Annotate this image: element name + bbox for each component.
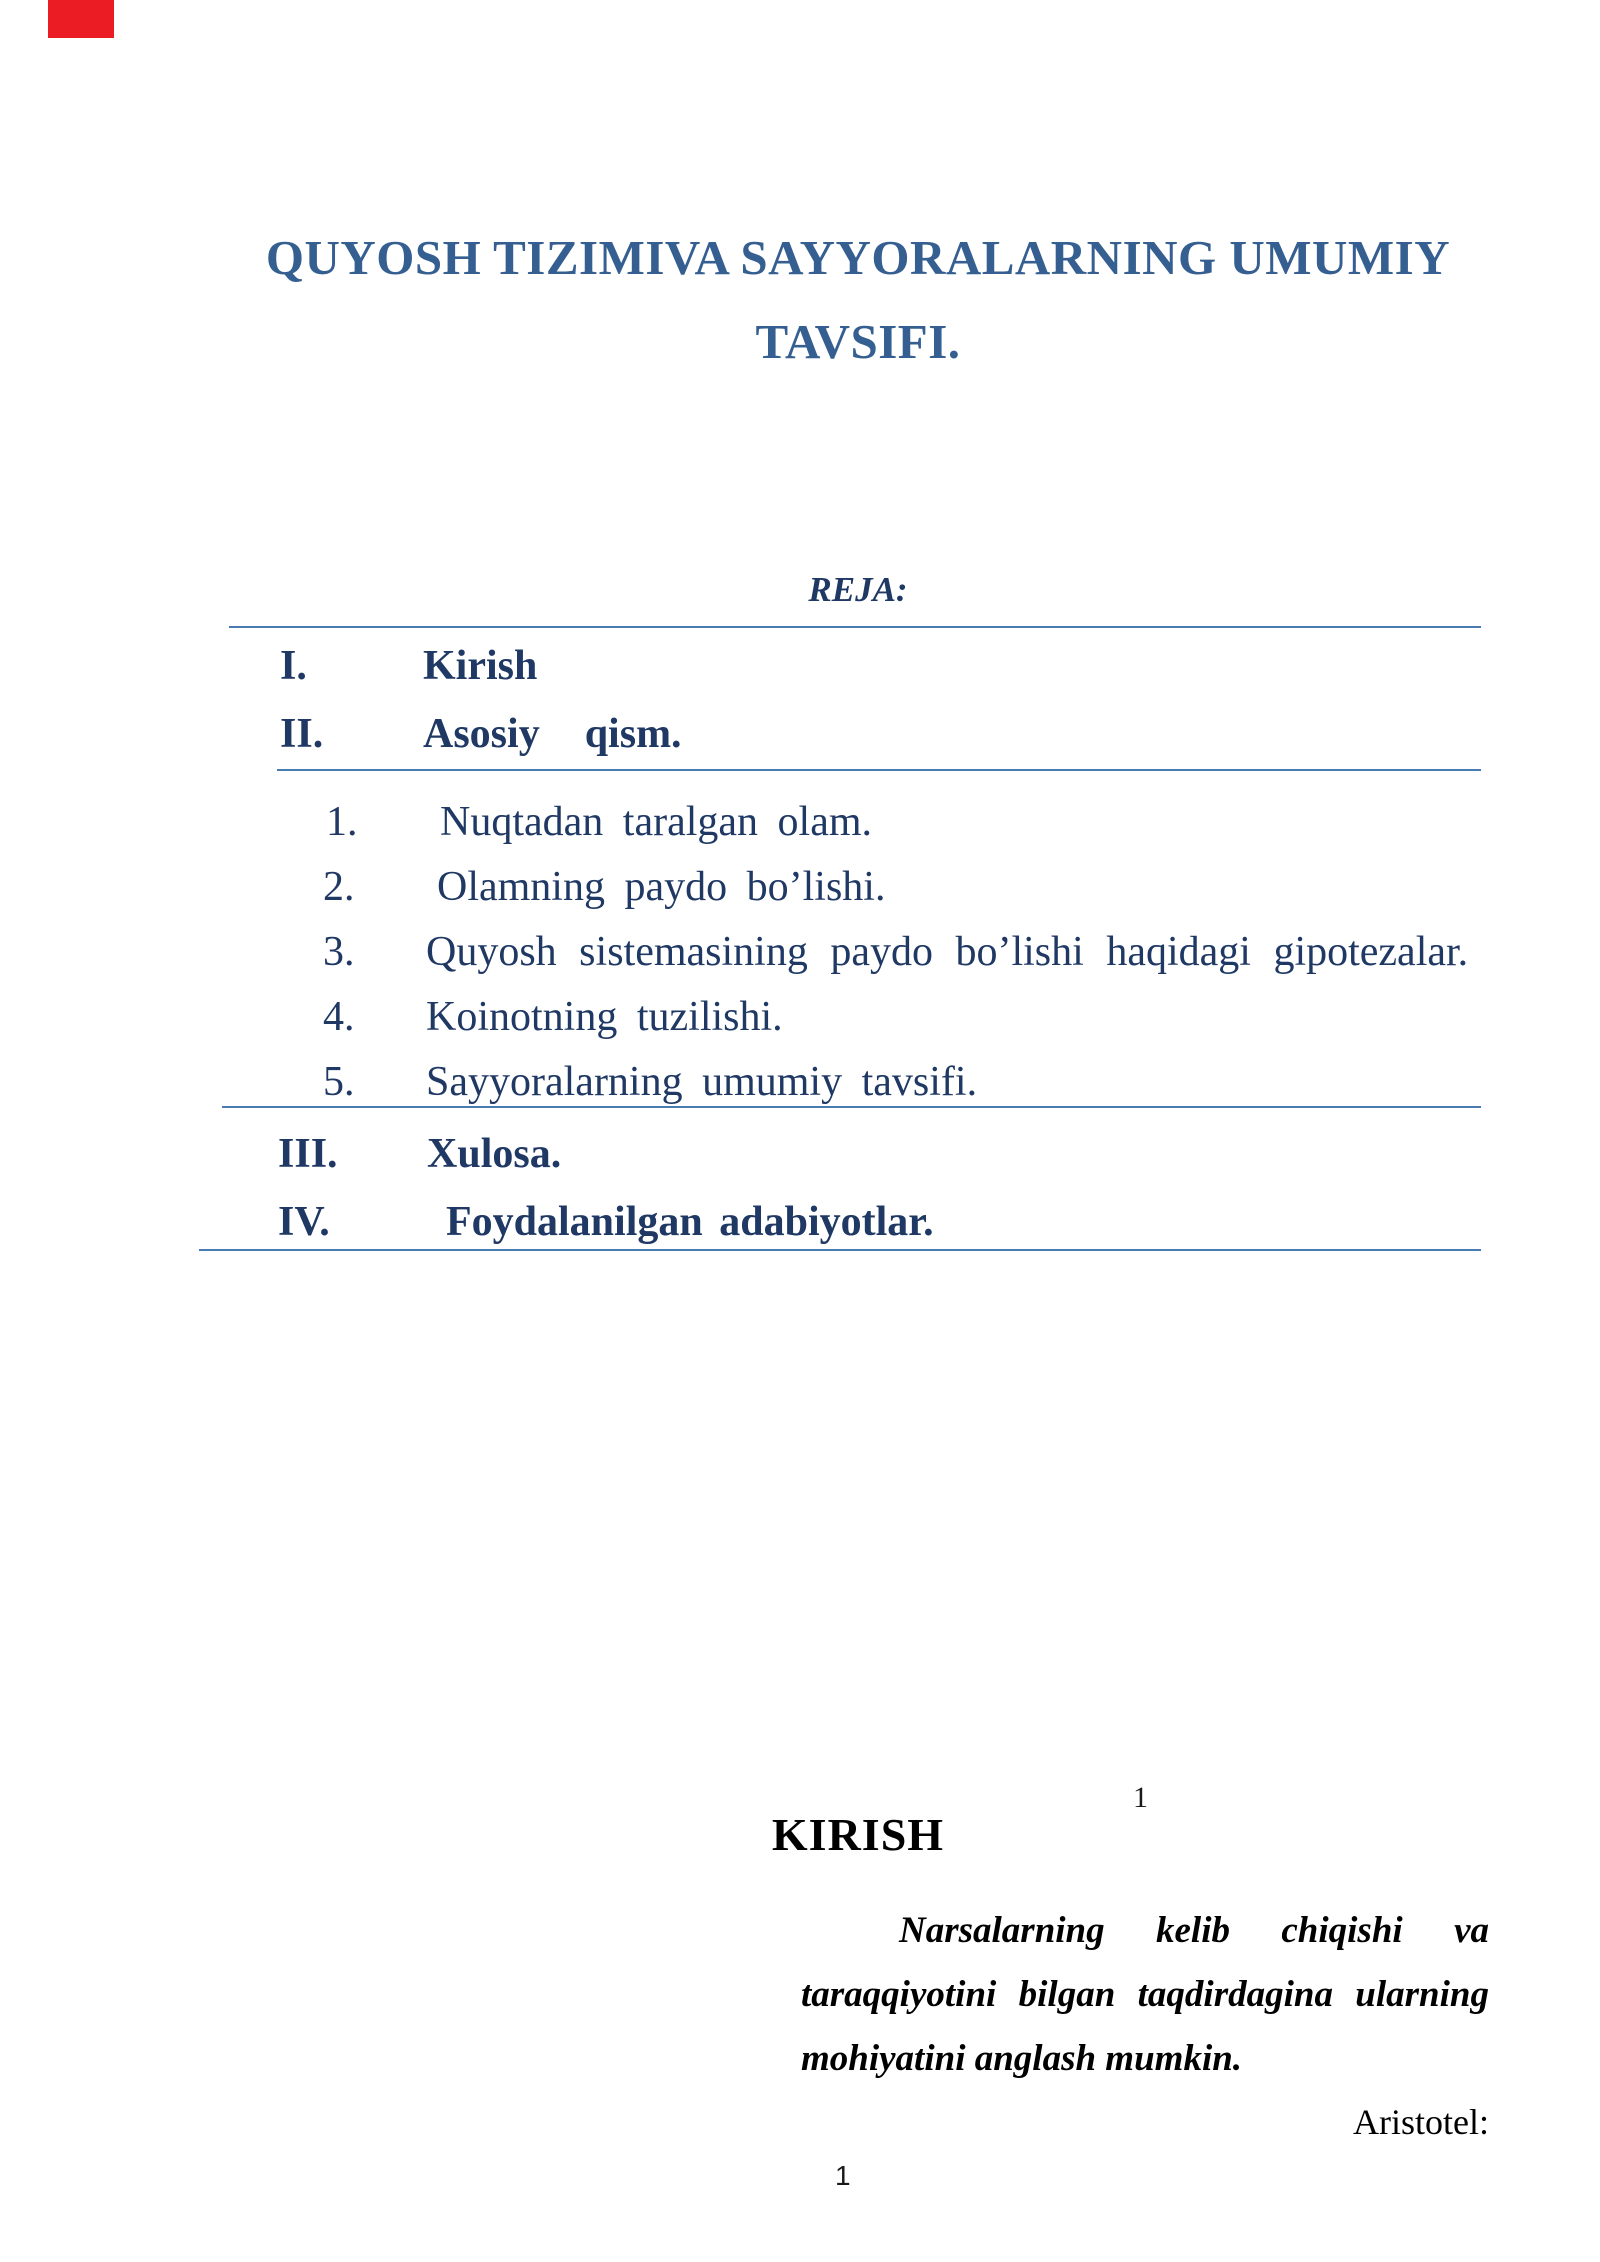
item-text: Nuqtadan taralgan olam. (440, 799, 873, 845)
divider-under-numbered-list (222, 1106, 1481, 1108)
roman-numeral: IV. (278, 1199, 330, 1245)
item-marker: 3. (323, 929, 355, 975)
item-marker: 4. (323, 994, 355, 1040)
red-bookmark-mark (48, 0, 114, 38)
item-text: Quyosh sistemasining paydo bo’lishi haqidagi gipotezalar. (426, 929, 1469, 975)
item-text: Sayyoralarning umumiy tavsifi. (426, 1059, 978, 1105)
roman-label-part2: qism. (584, 711, 682, 757)
document-title-line1: QUYOSH TIZIMIVA SAYYORALARNING UMUMIY (265, 230, 1451, 285)
page-number: 1 (835, 2160, 851, 2191)
roman-label-part1: Asosiy (423, 711, 540, 757)
plan-heading: REJA: (808, 570, 908, 609)
roman-label: Kirish (423, 643, 538, 689)
section-heading-kirish: KIRISH (771, 1809, 945, 1860)
quote-attribution: Aristotel: (1353, 2102, 1489, 2142)
roman-label (423, 713, 682, 755)
document-title-line2: TAVSIFI. (755, 314, 961, 369)
divider-under-reja (229, 626, 1481, 628)
item-marker: 1. (326, 799, 358, 845)
mid-page-marker: 1 (1133, 1781, 1148, 1814)
document-title (230, 216, 1486, 384)
roman-numeral: III. (278, 1131, 338, 1177)
item-marker: 2. (323, 864, 355, 910)
roman-numeral: I. (280, 643, 307, 689)
divider-under-asosiy-qism (277, 769, 1481, 771)
divider-under-roman-list (199, 1249, 1481, 1251)
roman-numeral: II. (280, 711, 324, 757)
item-text: Olamning paydo bo’lishi. (437, 864, 886, 910)
item-text: Koinotning tuzilishi. (426, 994, 783, 1040)
roman-label: Xulosa. (427, 1131, 562, 1177)
roman-label: Foydalanilgan adabiyotlar. (446, 1199, 934, 1245)
item-marker: 5. (323, 1059, 355, 1105)
epigraph-quote: Narsalarning kelib chiqishi va taraqqiyotini bilgan taqdirdagina ularning mohiyatini anglash mumkin. (801, 1910, 1489, 2079)
